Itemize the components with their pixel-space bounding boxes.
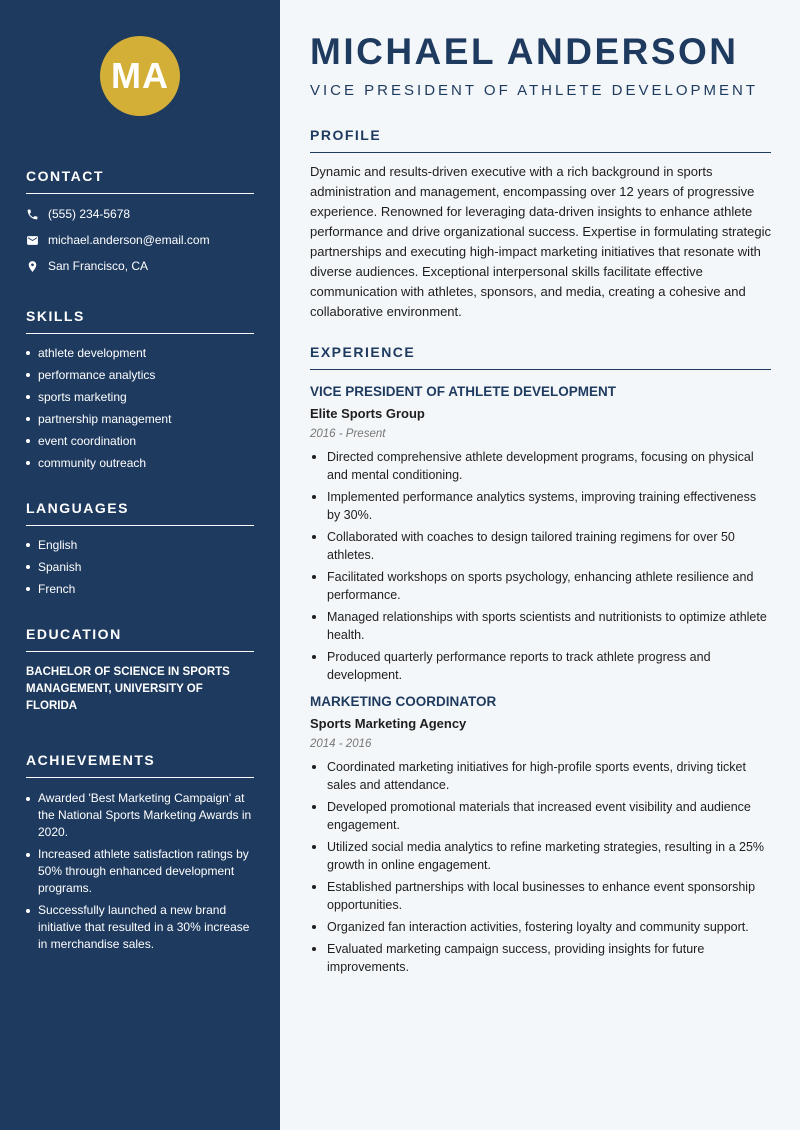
candidate-name: MICHAEL ANDERSON: [310, 31, 739, 72]
candidate-title: VICE PRESIDENT OF ATHLETE DEVELOPMENT: [310, 82, 759, 99]
email-icon: [26, 234, 48, 247]
languages-list: [26, 538, 254, 596]
achievements-heading: ACHIEVEMENTS: [26, 752, 254, 778]
skill-item: athlete development: [26, 346, 254, 360]
job-entry: [310, 384, 771, 684]
job-company: Elite Sports Group: [310, 406, 425, 421]
job-company: Sports Marketing Agency: [310, 716, 467, 731]
job-dates: 2014 - 2016: [310, 738, 372, 750]
contact-heading: CONTACT: [26, 168, 254, 194]
contact-section: [26, 168, 254, 274]
achievement-item: Successfully launched a new brand initiative that resulted in a 30% increase in merchandise sales.: [26, 902, 254, 953]
job-bullet: Developed promotional materials that increased event visibility and audience engagement.: [310, 798, 771, 834]
skill-item: sports marketing: [26, 390, 254, 404]
job-bullet: Evaluated marketing campaign success, providing insights for future improvements.: [310, 940, 771, 976]
job-bullet: Produced quarterly performance reports to track athlete progress and development.: [310, 648, 771, 684]
profile-section: [310, 127, 771, 322]
job-title: MARKETING COORDINATOR: [310, 694, 497, 709]
avatar-initials: MA: [111, 55, 169, 96]
sidebar: [0, 0, 280, 1130]
job-bullet: Facilitated workshops on sports psychology, enhancing athlete resilience and performance.: [310, 568, 771, 604]
experience-section: [310, 344, 771, 976]
job-bullet: Managed relationships with sports scientists and nutritionists to optimize athlete health.: [310, 608, 771, 644]
education-section: [26, 626, 254, 715]
location-text: San Francisco, CA: [48, 259, 149, 273]
education-degree: BACHELOR OF SCIENCE IN SPORTS MANAGEMENT, UNIVERSITY OF FLORIDA: [26, 666, 230, 712]
language-item: Spanish: [26, 560, 254, 574]
skill-item: partnership management: [26, 412, 254, 426]
job-entry: [310, 694, 771, 976]
skill-item: event coordination: [26, 434, 254, 448]
location-pin-icon: [26, 260, 48, 273]
skills-list: [26, 346, 254, 470]
language-item: French: [26, 582, 254, 596]
education-heading: EDUCATION: [26, 626, 254, 652]
skills-heading: SKILLS: [26, 308, 254, 334]
job-dates: 2016 - Present: [310, 428, 386, 440]
achievements-list: [26, 790, 254, 953]
job-bullet: Implemented performance analytics systems, improving training effectiveness by 30%.: [310, 488, 771, 524]
achievements-section: [26, 752, 254, 953]
phone-icon: [26, 208, 48, 221]
skill-item: community outreach: [26, 456, 254, 470]
job-bullet: Coordinated marketing initiatives for high-profile sports events, driving ticket sales and attendance.: [310, 758, 771, 794]
achievement-item: Increased athlete satisfaction ratings by 50% through enhanced development programs.: [26, 846, 254, 897]
experience-heading: EXPERIENCE: [310, 344, 771, 370]
languages-heading: LANGUAGES: [26, 500, 254, 526]
job-bullet: Directed comprehensive athlete development programs, focusing on physical and mental conditioning.: [310, 448, 771, 484]
job-bullet: Collaborated with coaches to design tailored training regimens for over 50 athletes.: [310, 528, 771, 564]
skill-item: performance analytics: [26, 368, 254, 382]
job-bullets: [310, 758, 771, 976]
skills-section: [26, 308, 254, 470]
achievement-item: Awarded 'Best Marketing Campaign' at the National Sports Marketing Awards in 2020.: [26, 790, 254, 841]
languages-section: [26, 500, 254, 596]
email-text: michael.anderson@email.com: [48, 233, 210, 247]
job-bullet: Organized fan interaction activities, fostering loyalty and community support.: [310, 918, 771, 936]
contact-phone: [26, 206, 254, 222]
job-bullet: Established partnerships with local businesses to enhance event sponsorship opportunities.: [310, 878, 771, 914]
contact-location: [26, 258, 254, 274]
profile-text: Dynamic and results-driven executive with a rich background in sports administration and management, encompassing over 12 years of progressive experience. Renowned for leveraging data-driven insights to enhance athlete performance and drive organizational success. Expertise in formulating strategic partnerships and executing high-impact marketing initiatives that resonate with diverse audiences. Exceptional interpersonal skills facilitate effective communication with athletes, sponsors, and media, creating a cohesive and collaborative environment.: [310, 164, 772, 319]
language-item: English: [26, 538, 254, 552]
job-title: VICE PRESIDENT OF ATHLETE DEVELOPMENT: [310, 384, 617, 399]
job-bullets: [310, 448, 771, 684]
avatar: [100, 36, 180, 116]
job-bullet: Utilized social media analytics to refine marketing strategies, resulting in a 25% growth in online engagement.: [310, 838, 771, 874]
phone-text: (555) 234-5678: [48, 207, 131, 221]
profile-heading: PROFILE: [310, 127, 771, 153]
contact-email: [26, 232, 254, 248]
main-content: [280, 0, 800, 1130]
